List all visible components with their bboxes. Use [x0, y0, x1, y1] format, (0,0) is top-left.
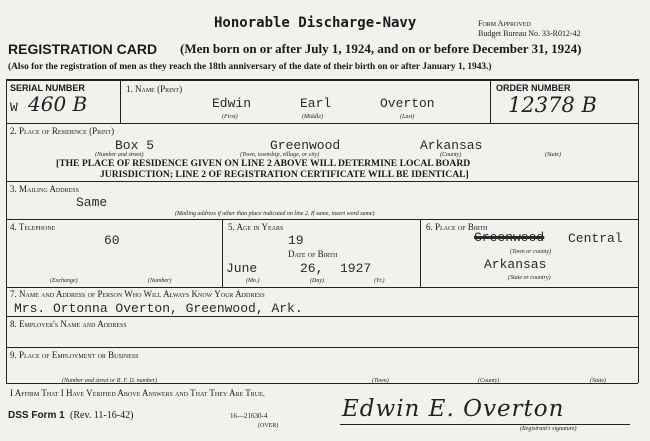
rule-3	[6, 219, 638, 220]
birthplace-state: Arkansas	[484, 257, 547, 272]
telephone-value: 60	[104, 233, 120, 248]
birthplace-struck: Greenwood	[474, 230, 545, 245]
rule-5	[6, 316, 638, 317]
employer-label: 8. Employer's Name and Address	[10, 319, 127, 329]
divider-age	[222, 219, 223, 287]
birthplace-town: Central	[568, 231, 623, 246]
residence-street-caption: (Number and street)	[95, 152, 144, 158]
rule-1	[6, 123, 638, 124]
birthplace-town-caption: (Town or county)	[510, 249, 552, 255]
residence-county-caption: (County)	[440, 152, 462, 158]
form-number: DSS Form 1	[8, 410, 65, 421]
discharge-stamp: Honorable Discharge-Navy	[214, 15, 417, 31]
dob-day: 26,	[300, 261, 324, 276]
residence-notice-1: [THE PLACE OF RESIDENCE GIVEN ON LINE 2 ABOVE WILL DETERMINE LOCAL BOARD	[56, 158, 471, 169]
residence-county: Arkansas	[420, 138, 483, 153]
dob-yr-caption: (Yr.)	[374, 278, 385, 284]
telephone-label: 4. Telephone	[10, 222, 56, 232]
card-title: REGISTRATION CARD	[8, 41, 158, 57]
age-value: 19	[288, 233, 304, 248]
employment-street-caption: (Number and street or R. F. D. number)	[62, 378, 157, 384]
residence-state-caption: (State)	[545, 152, 561, 158]
mailing-label: 3. Mailing Address	[10, 184, 79, 194]
form-code: 16—21630-4	[230, 412, 268, 420]
over-note: (OVER)	[258, 423, 279, 429]
birthplace-state-caption: (State or country)	[508, 275, 551, 281]
right-border	[638, 79, 639, 383]
form-revision: (Rev. 11-16-42)	[70, 410, 134, 421]
residence-label: 2. Place of Residence (Print)	[10, 126, 115, 136]
left-border	[6, 79, 7, 383]
mailing-value: Same	[76, 195, 108, 210]
serial-prefix: W	[10, 100, 18, 115]
residence-street: Box 5	[115, 138, 155, 153]
order-label: ORDER NUMBER	[496, 83, 571, 93]
signature-line	[340, 424, 630, 425]
contact-label: 7. Name and Address of Person Who Will Always Know Your Address	[10, 289, 265, 299]
affirmation: I Affirm That I Have Verified Above Answers and That They Are True.	[10, 388, 265, 398]
name-middle-caption: (Middle)	[302, 114, 323, 120]
employment-state-caption: (State)	[590, 378, 606, 384]
top-rule	[6, 79, 638, 81]
mailing-caption: (Mailing address if other than place indicated on line 2. If same, insert word same)	[175, 211, 375, 217]
employment-label: 9. Place of Employment or Business	[10, 350, 139, 360]
name-first: Edwin	[212, 96, 252, 111]
residence-town-caption: (Town, township, village, or city)	[240, 152, 320, 158]
also-for: (Also for the registration of men as they reach the 18th anniversary of the date of their birth on or after January 1, 1943.)	[8, 62, 492, 72]
serial-value: 460 B	[28, 92, 88, 116]
name-last: Overton	[380, 96, 435, 111]
birthplace-label: 6. Place of Birth	[426, 222, 488, 232]
registrant-signature: Edwin E. Overton	[342, 396, 565, 422]
divider-birth	[420, 219, 421, 287]
rule-6	[6, 347, 638, 348]
dob-year: 1927	[340, 261, 372, 276]
age-label: 5. Age in Years	[228, 222, 284, 232]
serial-label: SERIAL NUMBER	[10, 83, 85, 93]
dob-label: Date of Birth	[288, 249, 338, 259]
dob-month: June	[226, 261, 258, 276]
form-approved: Form Approved	[478, 19, 531, 28]
divider-order	[490, 79, 491, 123]
telephone-number-caption: (Number)	[148, 278, 172, 284]
name-middle: Earl	[300, 96, 332, 111]
employment-county-caption: (County)	[478, 378, 500, 384]
budget-bureau: Budget Bureau No. 33-R012-42	[478, 29, 581, 38]
name-last-caption: (Last)	[400, 114, 415, 120]
name-label: 1. Name (Print)	[126, 84, 183, 94]
divider-serial	[120, 79, 121, 123]
residence-town: Greenwood	[270, 138, 341, 153]
residence-notice-2: JURISDICTION; LINE 2 OF REGISTRATION CERTIFICATE WILL BE IDENTICAL]	[100, 169, 469, 180]
rule-4	[6, 287, 638, 288]
dob-day-caption: (Day)	[310, 278, 324, 284]
signature-caption: (Registrant's signature)	[520, 426, 577, 432]
order-value: 12378 B	[508, 93, 597, 117]
employment-town-caption: (Town)	[372, 378, 389, 384]
name-first-caption: (First)	[222, 114, 238, 120]
dob-mo-caption: (Mo.)	[246, 278, 260, 284]
rule-2	[6, 181, 638, 182]
eligibility: (Men born on or after July 1, 1924, and on or before December 31, 1924)	[180, 41, 582, 56]
telephone-exchange-caption: (Exchange)	[50, 278, 78, 284]
contact-value: Mrs. Ortonna Overton, Greenwood, Ark.	[14, 301, 303, 316]
